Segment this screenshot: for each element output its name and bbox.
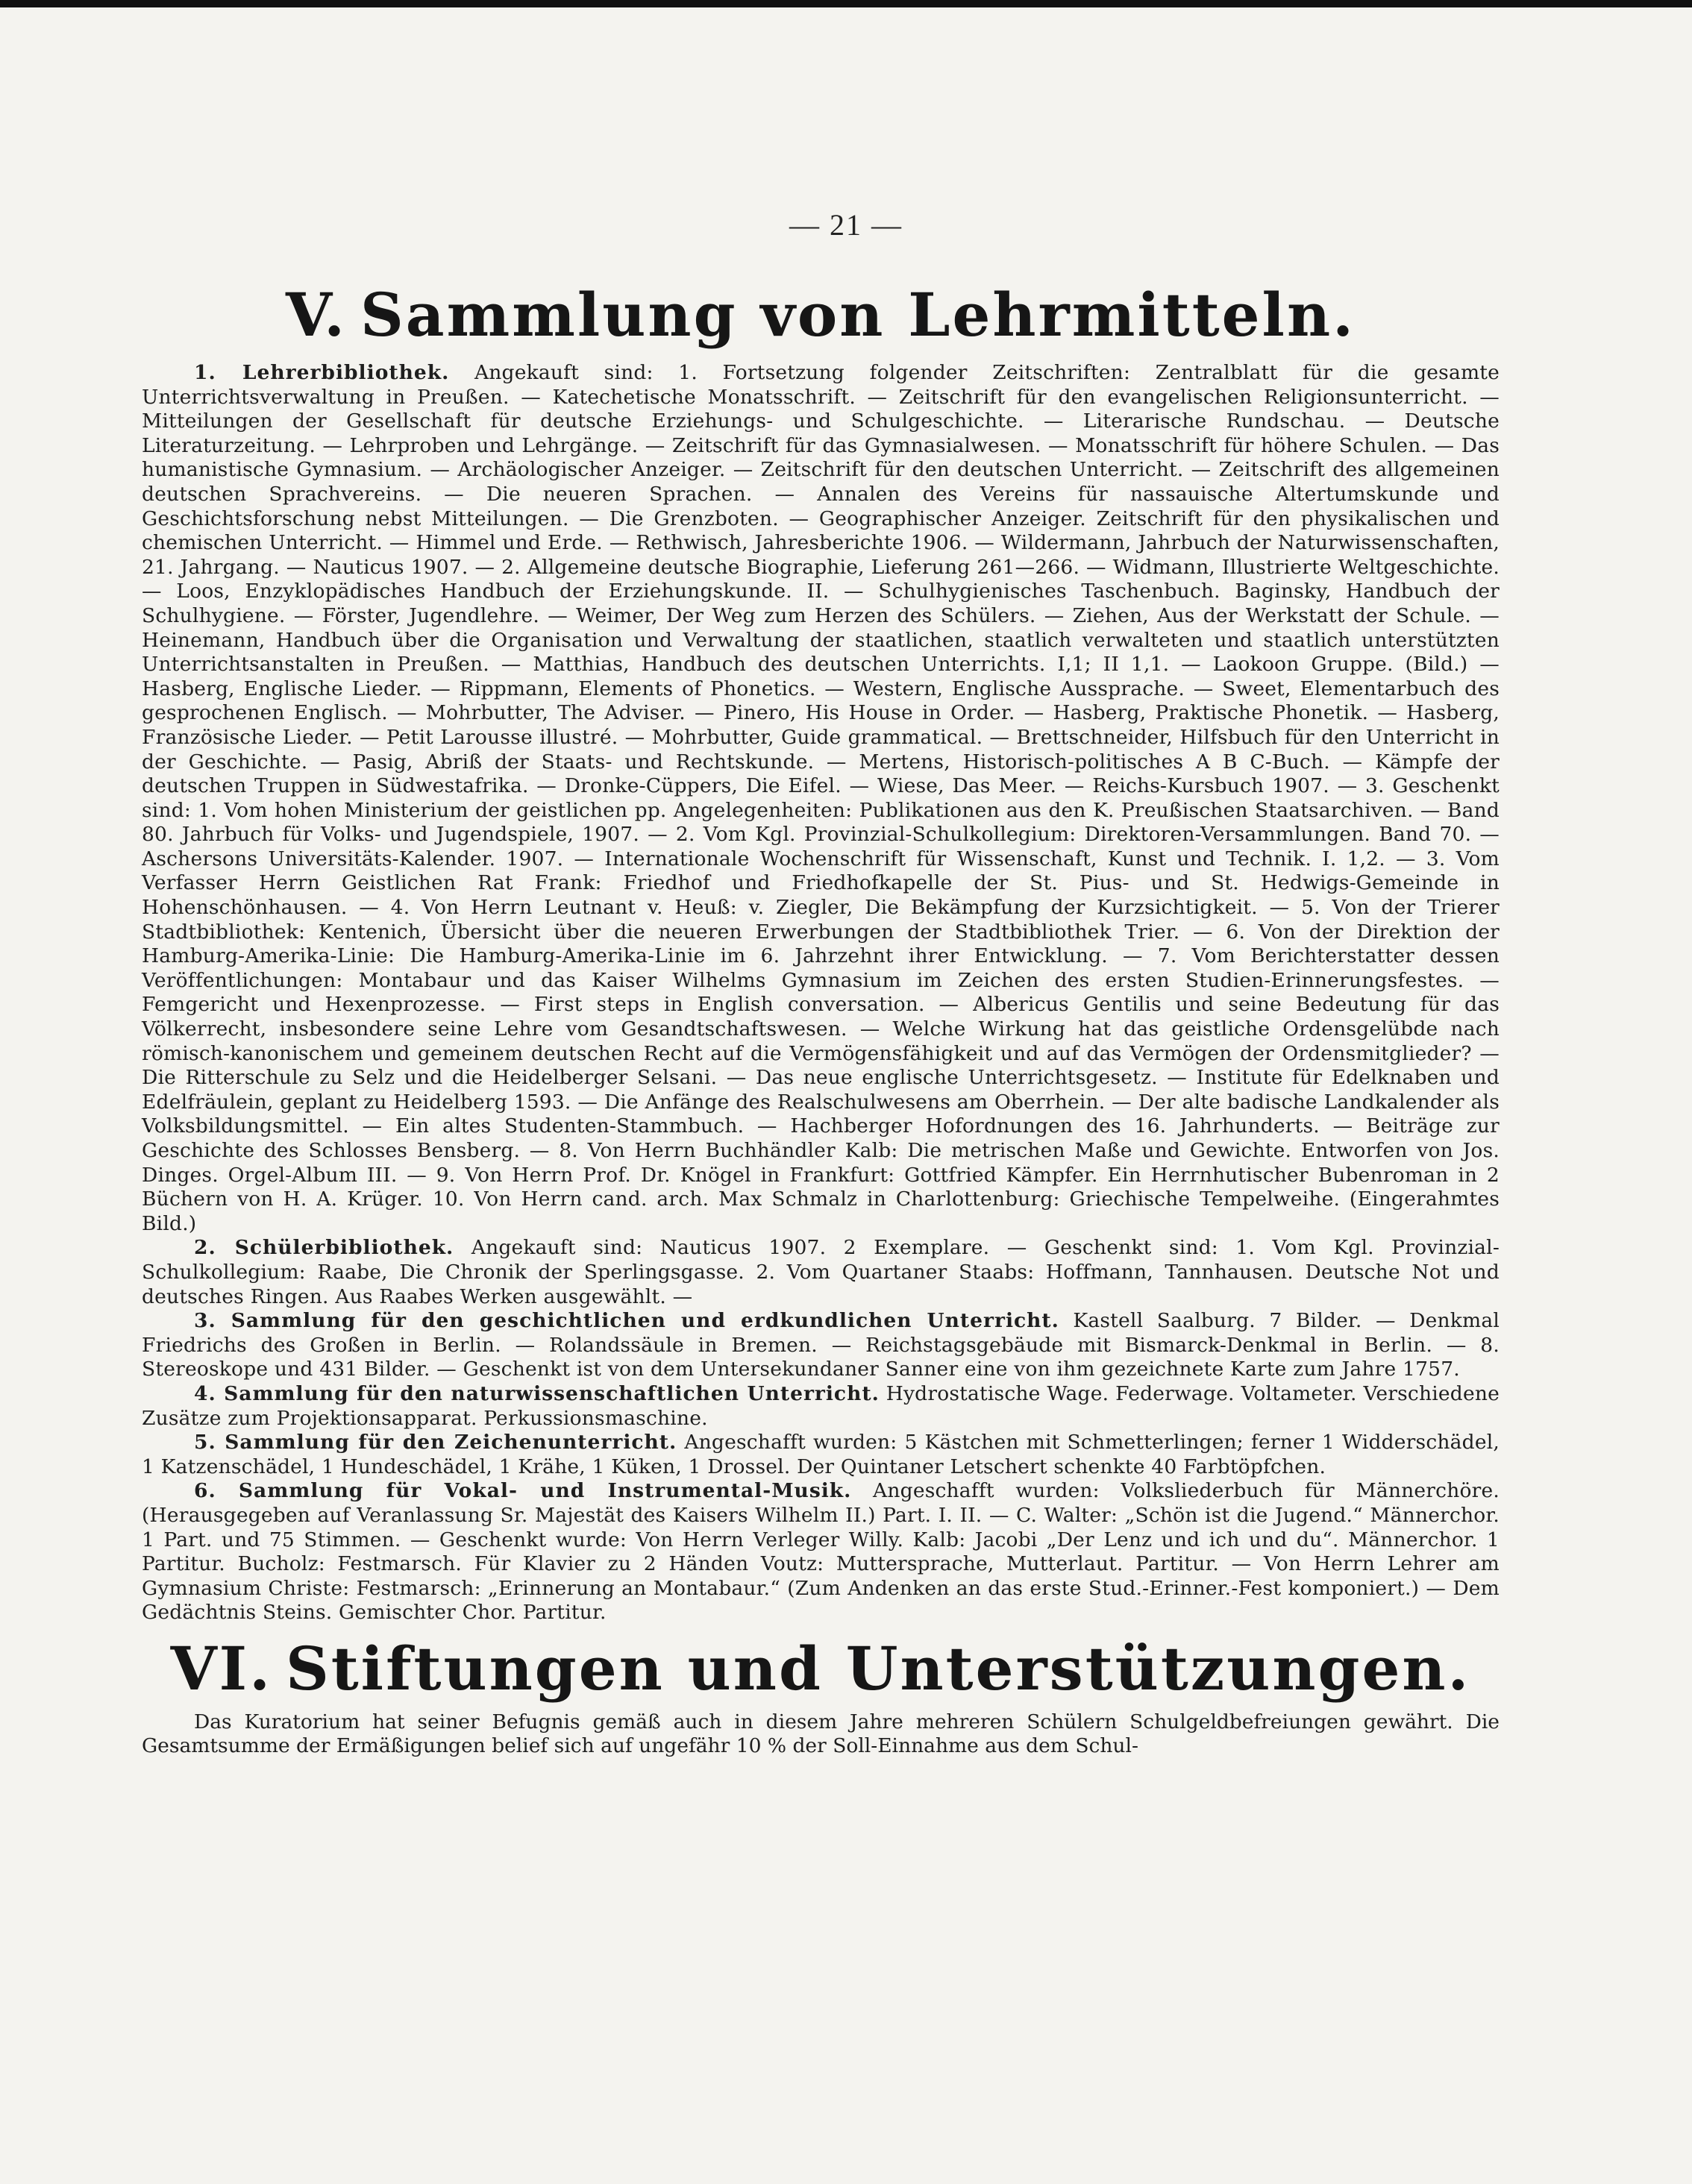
entry-text: Angeschafft wurden: Volksliederbuch für Männerchöre. (Herausgegeben auf Veranlassung Sr. Majestät des Kaisers Wilhelm II.) Part. I. II. — C. Walter: „Schön ist die Jugend.“ Männerchor. 1 Part. und 75 Stimmen. — Geschenkt wurde: Von Herrn Verleger Willy. Kalb: Jacobi „Der Lenz und ich und du“. Männerchor. 1 Partitur. Bucholz: Festmarsch. Für Klavier zu 2 Händen Voutz: Muttersprache, Mutterlaut. Partitur. — Von Herrn Lehrer am Gymnasium Christe: Festmarsch: „Erinnerung an Montabaur.“ (Zum Andenken an das erste Stud.-Erinner.-Fest komponiert.) — Dem Gedächtnis Steins. Gemischter Chor. Partitur.: [142, 1479, 1500, 1625]
page-content: [142, 276, 1500, 1759]
entry-text: Angeschafft wurden: 5 Kästchen mit Schmetterlingen; ferner 1 Widderschädel, 1 Katzenschädel, 1 Hundeschädel, 1 Krähe, 1 Küken, 1 Drossel. Der Quintaner Letschert schenkte 40 Farbtöpfchen.: [142, 1431, 1500, 1478]
section-numeral: V.: [286, 280, 347, 350]
entry-heading: 4. Sammlung für den naturwissenschaftlichen Unterricht.: [194, 1381, 880, 1405]
section-numeral: VI.: [170, 1633, 272, 1704]
entry-schuelerbibliothek: [142, 1236, 1500, 1309]
entry-text: Angekauft sind: Nauticus 1907. 2 Exemplare. — Geschenkt sind: 1. Vom Kgl. Provinzial-Schulkollegium: Raabe, Die Chronik der Sperlingsgasse. 2. Vom Quartaner Staabs: Hoffmann, Tannhausen. Deutsche Not und deutsches Ringen. Aus Raabes Werken ausgewählt. —: [142, 1236, 1500, 1308]
stiftungen-paragraph: Das Kuratorium hat seiner Befugnis gemäß auch in diesem Jahre mehreren Schülern Schulgeldbefreiungen gewährt. Die Gesamtsumme der Ermäßigungen belief sich auf ungefähr 10 % der Soll-Einnahme aus dem Schul-: [142, 1710, 1500, 1758]
entry-heading: 1. Lehrerbibliothek.: [194, 361, 450, 384]
entry-text: Hydrostatische Wage. Federwage. Voltameter. Verschiedene Zusätze zum Projektionsapparat. Perkussionsmaschine.: [142, 1381, 1500, 1430]
section-title: Stiftungen und Unterstützungen.: [285, 1633, 1471, 1704]
entry-zeichenunterricht: [142, 1431, 1500, 1479]
section-heading-vi: [142, 1631, 1500, 1706]
page-number: — 21 —: [789, 208, 903, 242]
section-title: Sammlung von Lehrmitteln.: [360, 280, 1356, 350]
entry-heading: 3. Sammlung für den geschichtlichen und erdkundlichen Unterricht.: [194, 1309, 1059, 1333]
entry-lehrerbibliothek: [142, 361, 1500, 1236]
entry-geschichte-erdkunde: [142, 1309, 1500, 1382]
entry-heading: 5. Sammlung für den Zeichenunterricht.: [194, 1431, 677, 1455]
entry-heading: 2. Schülerbibliothek.: [194, 1236, 454, 1260]
section-heading-v: [142, 276, 1500, 354]
entry-text: Angekauft sind: 1. Fortsetzung folgender Zeitschriften: Zentralblatt für die gesamte Unterrichtsverwaltung in Preußen. — Katechetische Monatsschrift. — Zeitschrift für den evangelischen Religionsunterricht. — Mitteilungen der Gesellschaft für deutsche Erziehungs- und Schulgeschichte. — Literarische Rundschau. — Deutsche Literaturzeitung. — Lehrproben und Lehrgänge. — Zeitschrift für das Gymnasialwesen. — Monatsschrift für höhere Schulen. — Das humanistische Gymnasium. — Archäologischer Anzeiger. — Zeitschrift für den deutschen Unterricht. — Zeitschrift des allgemeinen deutschen Sprachvereins. — Die neueren Sprachen. — Annalen des Vereins für nassauische Altertumskunde und Geschichtsforschung nebst Mitteilungen. — Die Grenzboten. — Geographischer Anzeiger. Zeitschrift für den physikalischen und chemischen Unterricht. — Himmel und Erde. — Rethwisch, Jahresberichte 1906. — Wildermann, Jahrbuch der Naturwissenschaften, 21. Jahrgang. — Nauticus 1907. — 2. Allgemeine deutsche Biographie, Lieferung 261—266. — Widmann, Illustrierte Weltgeschichte. — Loos, Enzyklopädisches Handbuch der Erziehungskunde. II. — Schulhygienisches Taschenbuch. Baginsky, Handbuch der Schulhygiene. — Förster, Jugendlehre. — Weimer, Der Weg zum Herzen des Schülers. — Ziehen, Aus der Werkstatt der Schule. — Heinemann, Handbuch über die Organisation und Verwaltung der staatlichen, staatlich verwalteten und staatlich unterstützten Unterrichtsanstalten in Preußen. — Matthias, Handbuch des deutschen Unterrichts. I,1; II 1,1. — Laokoon Gruppe. (Bild.) — Hasberg, Englische Lieder. — Rippmann, Elements of Phonetics. — Western, Englische Aussprache. — Sweet, Elementarbuch des gesprochenen Englisch. — Mohrbutter, The Adviser. — Pinero, His House in Order. — Hasberg, Praktische Phonetik. — Hasberg, Französische Lieder. — Petit Larousse illustré. — Mohrbutter, Guide grammatical. — Brettschneider, Hilfsbuch für den Unterricht in der Geschichte. — Pasig, Abriß der Staats- und Rechtskunde. — Mertens, Historisch-politisches A B C-Buch. — Kämpfe der deutschen Truppen in Südwestafrika. — Dronke-Cüppers, Die Eifel. — Wiese, Das Meer. — Reichs-Kursbuch 1907. — 3. Geschenkt sind: 1. Vom hohen Ministerium der geistlichen pp. Angelegenheiten: Publikationen aus den K. Preußischen Staatsarchiven. — Band 80. Jahrbuch für Volks- und Jugendspiele, 1907. — 2. Vom Kgl. Provinzial-Schulkollegium: Direktoren-Versammlungen. Band 70. — Aschersons Universitäts-Kalender. 1907. — Internationale Wochenschrift für Wissenschaft, Kunst und Technik. I. 1,2. — 3. Vom Verfasser Herrn Geistlichen Rat Frank: Friedhof und Friedhofkapelle der St. Pius- und St. Hedwigs-Gemeinde in Hohenschönhausen. — 4. Von Herrn Leutnant v. Heuß: v. Ziegler, Die Bekämpfung der Kurzsichtigkeit. — 5. Von der Trierer Stadtbibliothek: Kentenich, Übersicht über die neueren Erwerbungen der Stadtbibliothek Trier. — 6. Von der Direktion der Hamburg-Amerika-Linie: Die Hamburg-Amerika-Linie im 6. Jahrzehnt ihrer Entwicklung. — 7. Vom Berichterstatter dessen Veröffentlichungen: Montabaur und das Kaiser Wilhelms Gymnasium im Zeichen des ersten Studien-Erinnerungsfestes. — Femgericht und Hexenprozesse. — First steps in English conversation. — Albericus Gentilis und seine Bedeutung für das Völkerrecht, insbesondere seine Lehre vom Gesandtschaftswesen. — Welche Wirkung hat das geistliche Ordensgelübde nach römisch-kanonischem und gemeinem deutschen Recht auf die Vermögensfähigkeit und auf das Vermögen der Ordensmitglieder? — Die Ritterschule zu Selz und die Heidelberger Selsani. — Das neue englische Unterrichtsgesetz. — Institute für Edelknaben und Edelfräulein, geplant zu Heidelberg 1593. — Die Anfänge des Realschulwesens am Oberrhein. — Der alte badische Landkalender als Volksbildungsmittel. — Ein altes Studenten-Stammbuch. — Hachberger Hofordnungen des 16. Jahrhunderts. — Beiträge zur Geschichte des Schlosses Bensberg. — 8. Von Herrn Buchhändler Kalb: Die metrischen Maße und Gewichte. Entworfen von Jos. Dinges. Orgel-Album III. — 9. Von Herrn Prof. Dr. Knögel in Frankfurt: Gottfried Kämpfer. Ein Herrnhutischer Bubenroman in 2 Büchern von H. A. Krüger. 10. Von Herrn cand. arch. Max Schmalz in Charlottenburg: Griechische Tempelweihe. (Eingerahmtes Bild.): [142, 361, 1500, 1235]
entry-text: Kastell Saalburg. 7 Bilder. — Denkmal Friedrichs des Großen in Berlin. — Rolandssäule in Bremen. — Reichstagsgebäude mit Bismarck-Denkmal in Berlin. — 8. Stereoskope und 431 Bilder. — Geschenkt ist von dem Untersekundaner Sanner eine von ihm gezeichnete Karte zum Jahre 1757.: [142, 1309, 1500, 1381]
entry-musik: [142, 1479, 1500, 1625]
top-border-rule: [0, 0, 1692, 7]
entry-heading: 6. Sammlung für Vokal- und Instrumental-Musik.: [194, 1479, 852, 1503]
entry-naturwissenschaft: [142, 1382, 1500, 1431]
